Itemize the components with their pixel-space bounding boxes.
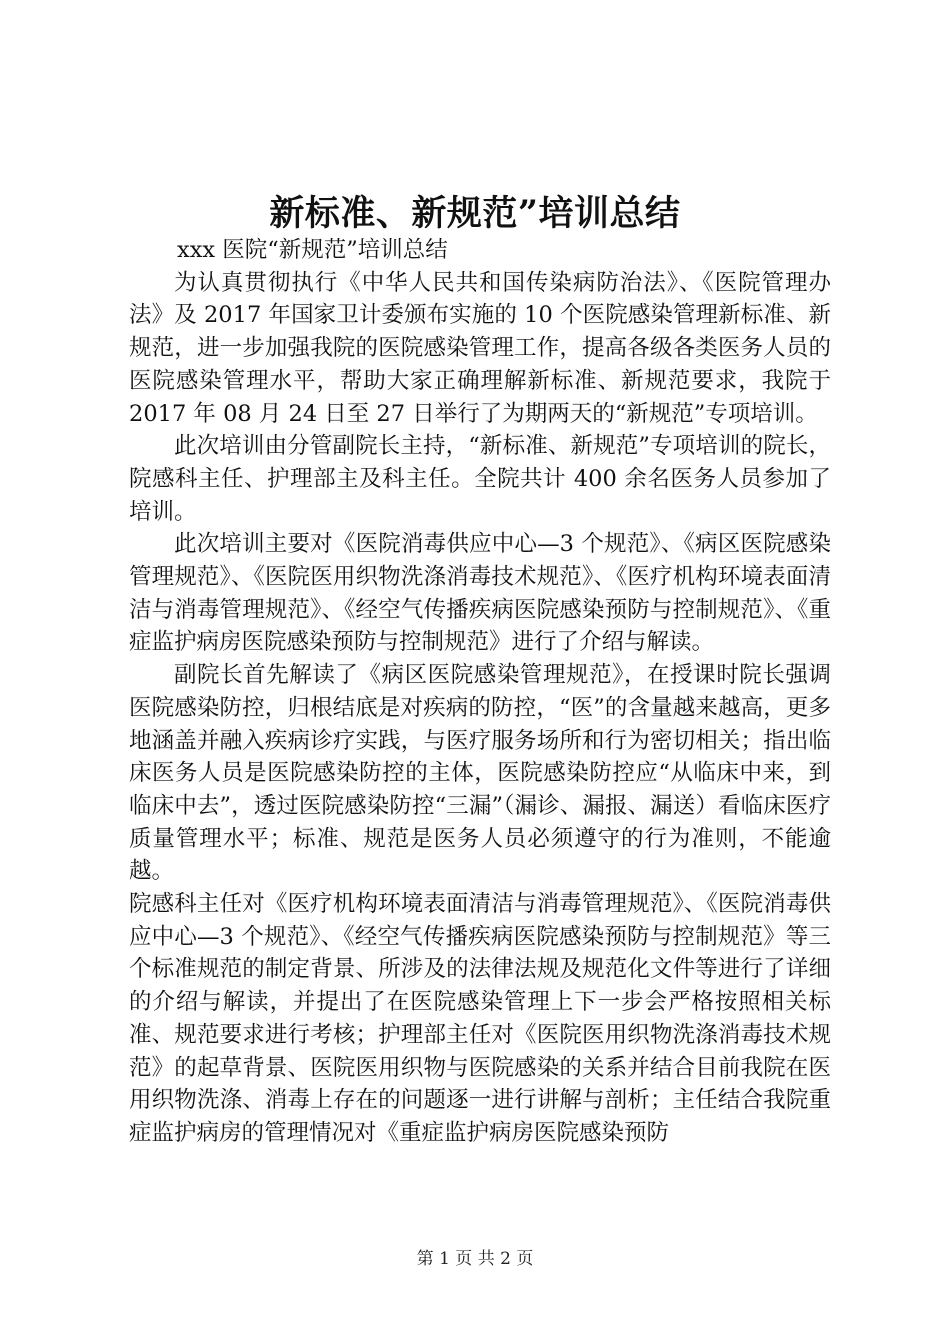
document-title: 新标准、新规范”培训总结 — [269, 193, 681, 234]
paragraph-2: 此次培训由分管副院长主持，“新标准、新规范”专项培训的院长，院感科主任、护理部主及科主任。全院共计 400 余名医务人员参加了培训。 — [129, 433, 831, 525]
paragraph-4: 副院长首先解读了《病区医院感染管理规范》，在授课时院长强调医院感染防控，归根结底是对疾病的防控，“医”的含量越来越高，更多地涵盖并融入疾病诊疗实践，与医疗服务场所和行为密切相关；指出临床医务人员是医院感染防控的主体，医院感染防控应“从临床中来，到临床中去”，透过医院感染防控“三漏”（漏诊、漏报、漏送）看临床医疗质量管理水平；标准、规范是医务人员必须遵守的行为准则，不能逾越。 — [129, 662, 831, 885]
document-body — [129, 234, 831, 1150]
paragraph-1: 为认真贯彻执行《中华人民共和国传染病防治法》、《医院管理办法》及 2017 年国家卫计委颁布实施的 10 个医院感染管理新标准、新规范，进一步加强我院的医院感染管理工作，提高各级各类医务人员的医院感染管理水平，帮助大家正确理解新标准、新规范要求，我院于 2017 年 08 月 24 日至 27 日举行了为期两天的“新规范”专项培训。 — [129, 269, 831, 427]
paragraph-3: 此次培训主要对《医院消毒供应中心—3 个规范》、《病区医院感染管理规范》、《医院医用织物洗涤消毒技术规范》、《医疗机构环境表面清洁与消毒管理规范》、《经空气传播疾病医院感染预防与控制规范》、《重症监护病房医院感染预防与控制规范》进行了介绍与解读。 — [129, 531, 831, 656]
document-subtitle: xxx 医院“新规范”培训总结 — [177, 237, 448, 263]
paragraph-5: 院感科主任对《医疗机构环境表面清洁与消毒管理规范》、《医院消毒供应中心—3 个规范》、《经空气传播疾病医院感染预防与控制规范》等三个标准规范的制定背景、所涉及的法律法规及规范化文件等进行了详细的介绍与解读，并提出了在医院感染管理上下一步会严格按照相关标准、规范要求进行考核；护理部主任对《医院医用织物洗涤消毒技术规范》的起草背景、医院医用织物与医院感染的关系并结合目前我院在医用织物洗涤、消毒上存在的问题逐一进行讲解与剖析；主任结合我院重症监护病房的管理情况对《重症监护病房医院感染预防 — [129, 891, 831, 1146]
page-footer: 第 1 页 共 2 页 — [416, 1249, 534, 1269]
